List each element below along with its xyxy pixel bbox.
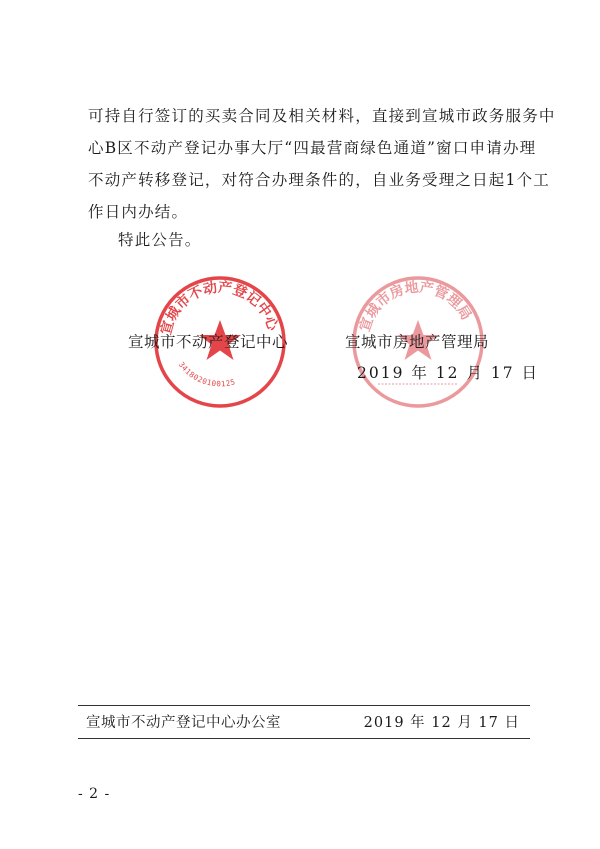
footer-top-rule <box>78 705 530 706</box>
svg-text:宣城市房地产管理局 <box>356 279 474 334</box>
body-line-1: 可持自行签订的买卖合同及相关材料，直接到宣城市政务服务中 <box>88 107 556 125</box>
footer-date: 2019 年 12 月 17 日 <box>363 715 520 731</box>
body-line-4: 作日内办结。 <box>88 203 189 221</box>
signature-left: 宣城市不动产登记中心 <box>128 333 289 351</box>
closing-text: 特此公告。 <box>118 231 202 249</box>
body-line-2: 心B区不动产登记办事大厅“四最营商绿色通道”窗口申请办理 <box>88 139 537 157</box>
svg-text:3418020100125 <box>177 360 237 388</box>
signature-right: 宣城市房地产管理局 <box>345 333 490 351</box>
seal-left-code: 3418020100125 <box>176 360 237 389</box>
seal-right-text: 宣城市房地产管理局 <box>357 279 474 334</box>
notice-body <box>88 100 556 228</box>
footer-bottom-rule <box>78 738 530 739</box>
footer-office: 宣城市不动产登记中心办公室 <box>86 715 281 731</box>
seal-left-text: 宣城市不动产登记中心 <box>158 279 281 337</box>
signature-date: 2019 年 12 月 17 日 <box>357 364 540 382</box>
body-line-3: 不动产转移登记，对符合办理条件的，自业务受理之日起1个工 <box>88 171 550 189</box>
page-number: - 2 - <box>78 786 111 802</box>
